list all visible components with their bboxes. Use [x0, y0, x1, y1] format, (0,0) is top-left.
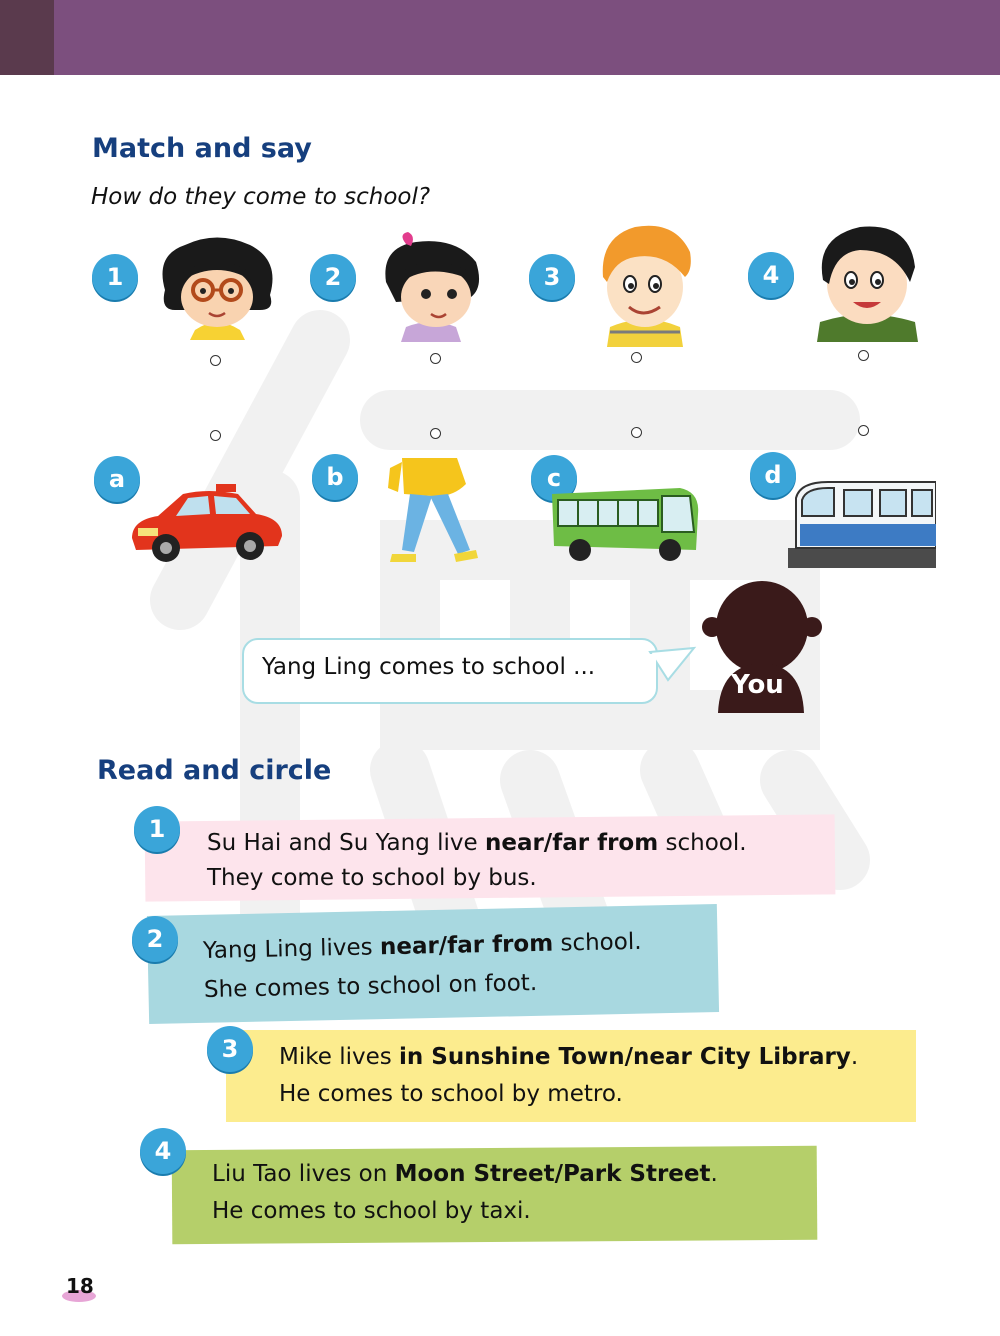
person-1-dot[interactable] — [210, 355, 221, 366]
blond-boy-icon — [595, 222, 695, 347]
match-and-say-heading: Match and say — [92, 133, 312, 164]
read-item-3-sentence-2: He comes to school by metro. — [279, 1081, 623, 1107]
read-item-3-badge: 3 — [207, 1026, 253, 1072]
taxi-icon — [128, 480, 286, 566]
person-3-dot[interactable] — [631, 352, 642, 363]
read-item-1-text-b: school. — [658, 830, 747, 856]
read-item-1-text-a: Su Hai and Su Yang live — [207, 830, 485, 856]
read-item-2-badge: 2 — [132, 916, 178, 962]
transport-a-badge: a — [94, 456, 140, 502]
read-item-4-badge: 4 — [140, 1128, 186, 1174]
top-banner — [0, 0, 1000, 75]
read-item-2-text-b: school. — [552, 928, 642, 957]
transport-c-badge: c — [531, 455, 577, 501]
read-item-4-choice[interactable]: Moon Street/Park Street — [394, 1161, 711, 1187]
person-2-dot[interactable] — [430, 353, 441, 364]
read-item-3-sentence-1[interactable] — [279, 1044, 858, 1070]
you-label: You — [731, 670, 784, 700]
transport-b-dot[interactable] — [430, 428, 441, 439]
person-4-badge: 4 — [748, 252, 794, 298]
girl-with-glasses-icon — [155, 235, 280, 340]
walking-person-icon — [382, 458, 482, 570]
girl-with-ponytail-icon — [376, 232, 486, 342]
read-item-4-sentence-1[interactable] — [212, 1161, 718, 1187]
read-item-2-text-a: Yang Ling lives — [202, 934, 381, 964]
dark-haired-boy-icon — [815, 222, 920, 342]
transport-a-dot[interactable] — [210, 430, 221, 441]
read-item-4-text-a: Liu Tao lives on — [212, 1161, 395, 1187]
read-item-2-box — [147, 904, 719, 1024]
speech-bubble-tail-icon — [648, 644, 698, 684]
read-item-3-text-b: . — [850, 1044, 859, 1070]
read-item-1-sentence-1[interactable] — [207, 830, 747, 856]
read-item-4-text-b: . — [710, 1161, 718, 1187]
metro-train-icon — [788, 478, 936, 568]
read-item-1-choice[interactable]: near/far from — [484, 830, 659, 856]
bus-icon — [550, 484, 702, 564]
speech-bubble-text: Yang Ling comes to school ... — [262, 654, 596, 680]
page-number: 18 — [66, 1274, 94, 1298]
read-item-4-sentence-2: He comes to school by taxi. — [212, 1198, 531, 1224]
read-item-3-text-a: Mike lives — [279, 1044, 400, 1070]
read-item-1-sentence-2: They come to school by bus. — [207, 865, 537, 891]
transport-d-dot[interactable] — [858, 425, 869, 436]
person-2-badge: 2 — [310, 254, 356, 300]
read-item-2-choice[interactable]: near/far from — [379, 930, 554, 961]
read-item-3-choice[interactable]: in Sunshine Town/near City Library — [399, 1044, 851, 1070]
read-and-circle-heading: Read and circle — [97, 755, 332, 786]
person-1-badge: 1 — [92, 254, 138, 300]
transport-b-badge: b — [312, 454, 358, 500]
person-3-badge: 3 — [529, 254, 575, 300]
transport-d-badge: d — [750, 452, 796, 498]
transport-c-dot[interactable] — [631, 427, 642, 438]
match-question: How do they come to school? — [91, 184, 431, 210]
read-item-2-sentence-2: She comes to school on foot. — [203, 970, 538, 1003]
top-banner-tab — [0, 0, 54, 75]
read-item-1-badge: 1 — [134, 806, 180, 852]
person-4-dot[interactable] — [858, 350, 869, 361]
